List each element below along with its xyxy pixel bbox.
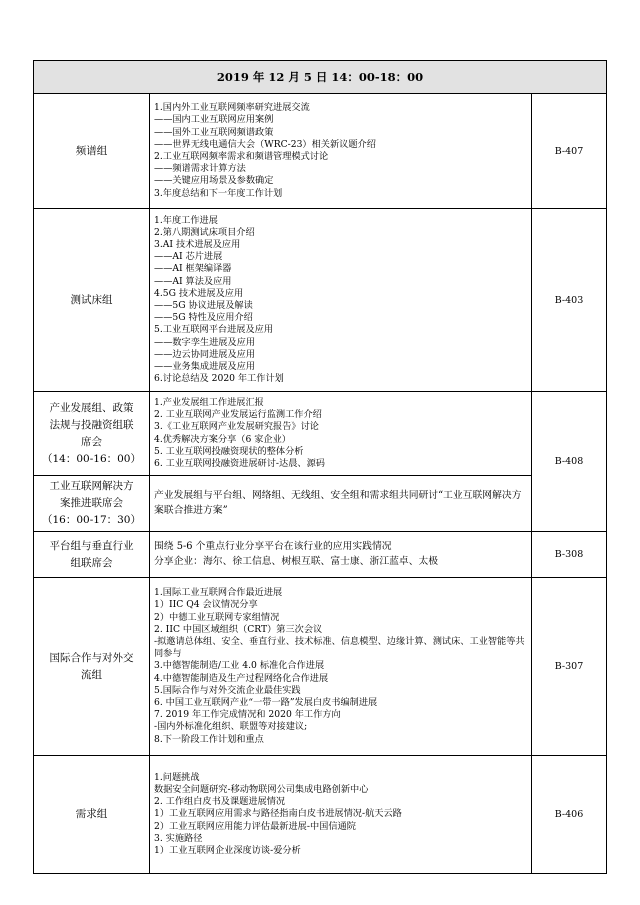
agenda-item: 1.产业发展组工作进展汇报: [154, 396, 264, 408]
agenda-item: 6. 工业互联网投融资进展研讨-达晨、源码: [154, 457, 325, 469]
table-row: [34, 392, 607, 476]
agenda-item: ——世界无线电通信大会（WRC-23）相关新议题介绍: [154, 138, 376, 150]
agenda-item: ——AI 框架编译器: [154, 263, 232, 275]
agenda-item: ——边云协同进展及应用: [154, 348, 256, 360]
agenda-item: 2）工业互联网应用能力评估最新进展-中国信通院: [154, 820, 356, 832]
group-name-line: 平台组与垂直行业: [49, 539, 134, 552]
agenda-item: ——国外工业互联网频谱政策: [154, 126, 274, 138]
group-name-line: 国际合作与对外交: [49, 651, 134, 664]
group-name: 需求组: [34, 756, 150, 874]
group-name: 频谱组: [34, 94, 150, 209]
agenda-item: 围绕 5-6 个重点行业分享平台在该行业的应用实践情况: [154, 541, 392, 552]
date-time-header: 2019 年 12 月 5 日 14：00-18：00: [34, 61, 607, 94]
agenda-item: -拟邀请总体组、安全、垂直行业、技术标准、信息模型、边缘计算、测试床、工业智能等共同参与: [154, 635, 525, 660]
agenda-item: 1）工业互联网企业深度访谈-爱分析: [154, 845, 301, 856]
agenda-item: 6.讨论总结及 2020 年工作计划: [154, 373, 284, 385]
agenda-item: 5.工业互联网平台进展及应用: [154, 324, 274, 336]
agenda-item: 5. 工业互联网投融资现状的整体分析: [154, 445, 304, 457]
agenda-item: 2.工业互联网频率需求和频谱管理模式讨论: [154, 151, 329, 162]
agenda-item: 6. 中国工业互联网产业“一带一路”发展白皮书编制进展: [154, 697, 378, 708]
table-row: [34, 476, 607, 532]
agenda-item: 2）中德工业互联网专家组情况: [154, 611, 280, 623]
agenda-item: ——频谱需求计算方法: [154, 163, 246, 175]
group-name: [34, 532, 150, 578]
schedule-table: [33, 60, 607, 874]
agenda-item: ——数字孪生进展及应用: [154, 336, 256, 348]
agenda-item: ——5G 特性及应用介绍: [154, 312, 253, 324]
group-time: （16：00-17：30）: [42, 514, 141, 526]
agenda-item: -国内外标准化组织、联盟等对接建议;: [154, 721, 308, 733]
agenda-item: 8.下一阶段工作计划和重点: [154, 733, 264, 745]
agenda-items: [150, 392, 532, 476]
table-row: [34, 578, 607, 756]
agenda-item: 产业发展组与平台组、网络组、无线组、安全组和需求组共同研讨“工业互联网解决方案联合推进方案”: [154, 490, 522, 516]
agenda-items: [150, 532, 532, 578]
agenda-item: 4.优秀解决方案分享（6 家企业）: [154, 433, 291, 445]
agenda-item: 2.第八期测试床项目介绍: [154, 226, 255, 238]
agenda-item: 2. 工作组白皮书及课题进展情况: [154, 796, 286, 808]
group-name: [34, 392, 150, 476]
agenda-item: ——AI 算法及应用: [154, 275, 232, 287]
agenda-item: ——AI 芯片进展: [154, 251, 223, 263]
agenda-item: 3.中德智能制造/工业 4.0 标准化合作进展: [154, 660, 325, 672]
agenda-items: [150, 476, 532, 532]
group-name: [34, 578, 150, 756]
group-name-line: 案推进联席会: [60, 497, 123, 509]
group-name-line: 组联席会: [70, 556, 113, 569]
group-name: 测试床组: [34, 209, 150, 392]
table-row: [34, 209, 607, 392]
agenda-item: 数据安全问题研究-移动物联网公司集成电路创新中心: [154, 783, 369, 795]
agenda-item: 1.年度工作进展: [154, 214, 218, 226]
room-number: B-403: [532, 209, 607, 392]
room-number: B-407: [532, 94, 607, 209]
group-name-line: 法规与投融资组联: [49, 418, 134, 431]
group-name-line: 流组: [81, 668, 102, 681]
agenda-item: 1）工业互联网应用需求与路径指南白皮书进展情况-航天云路: [154, 808, 402, 820]
agenda-item: 2. IIC 中国区域组织（CRT）第三次会议: [154, 623, 323, 635]
group-name-line: 产业发展组、政策: [49, 401, 134, 414]
header-row: [34, 61, 607, 94]
agenda-item: 3.《工业互联网产业发展研究报告》讨论: [154, 421, 319, 433]
agenda-item: ——关键应用场景及参数确定: [154, 175, 274, 187]
group-name: [34, 476, 150, 532]
agenda-items: [150, 94, 532, 209]
room-number: B-307: [532, 578, 607, 756]
agenda-item: 5.国际合作与对外交流企业最佳实践: [154, 684, 301, 696]
agenda-item: ——5G 协议进展及解读: [154, 300, 253, 311]
room-number: B-408: [532, 392, 607, 532]
agenda-items: [150, 209, 532, 392]
agenda-item: 分享企业：海尔、徐工信息、树根互联、富士康、浙江蓝卓、太极: [154, 555, 439, 567]
table-row: [34, 94, 607, 209]
agenda-item: 3.AI 技术进展及应用: [154, 238, 241, 250]
agenda-item: 2. 工业互联网产业发展运行监测工作介绍: [154, 409, 322, 421]
agenda-item: ——国内工业互联网应用案例: [154, 114, 274, 126]
agenda-item: 4.中德智能制造及生产过程网络化合作进展: [154, 672, 329, 684]
group-time: （14：00-16：00）: [42, 452, 141, 465]
agenda-item: 1）IIC Q4 会议情况分享: [154, 599, 258, 611]
agenda-item: 3. 实施路径: [154, 832, 203, 844]
table-row: [34, 756, 607, 874]
agenda-item: 1.国内外工业互联网频率研究进展交流: [154, 102, 310, 114]
room-number: B-308: [532, 532, 607, 578]
table-row: [34, 532, 607, 578]
agenda-item: 4.5G 技术进展及应用: [154, 287, 244, 299]
agenda-item: 3.年度总结和下一年度工作计划: [154, 187, 283, 199]
agenda-item: 1.问题挑战: [154, 771, 200, 783]
group-name-line: 席会: [81, 435, 102, 448]
agenda-item: 1.国际工业互联网合作最近进展: [154, 587, 283, 599]
room-number: B-406: [532, 756, 607, 874]
agenda-items: [150, 756, 532, 874]
agenda-item: ——业务集成进展及应用: [154, 361, 256, 373]
agenda-items: [150, 578, 532, 756]
agenda-item: 7. 2019 年工作完成情况和 2020 年工作方向: [154, 709, 341, 721]
group-name-line: 工业互联网解决方: [49, 480, 134, 492]
